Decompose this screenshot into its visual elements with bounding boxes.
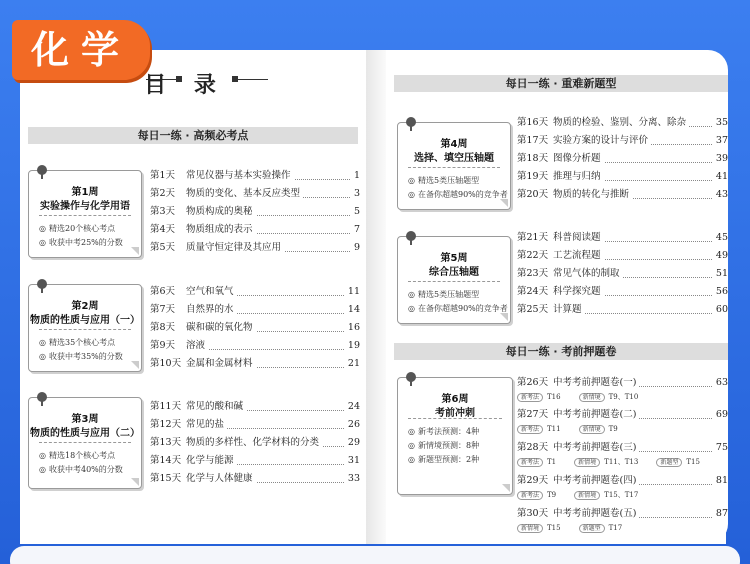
bullet-icon: ◎ bbox=[39, 238, 46, 247]
next-panel-edge bbox=[10, 546, 740, 564]
page-number: 11 bbox=[345, 285, 360, 299]
page-number: 49 bbox=[713, 249, 728, 263]
toc-entry bbox=[517, 474, 728, 488]
card-bullet bbox=[408, 426, 479, 437]
pushpin-icon bbox=[406, 372, 416, 382]
page-number: 87 bbox=[713, 507, 728, 521]
exam-subitems bbox=[517, 523, 640, 533]
day-label: 第9天 bbox=[150, 340, 176, 351]
day-label: 第30天 bbox=[517, 508, 549, 519]
pushpin-icon bbox=[37, 392, 47, 402]
page-curl-icon bbox=[502, 484, 510, 492]
page-number: 43 bbox=[713, 188, 728, 202]
sub-questions: T11 bbox=[547, 425, 561, 433]
sub-questions: T15 bbox=[686, 458, 700, 466]
page-number: 26 bbox=[345, 418, 360, 432]
toc-entry bbox=[150, 472, 360, 486]
day-label: 第12天 bbox=[150, 419, 182, 430]
exam-subitems bbox=[517, 392, 656, 402]
card-divider bbox=[39, 329, 131, 330]
toc-entry bbox=[517, 116, 728, 130]
day-label: 第1天 bbox=[150, 170, 176, 181]
topic-label: 工艺流程题 bbox=[553, 250, 604, 261]
day-label: 第15天 bbox=[150, 473, 182, 484]
sub-questions: T16 bbox=[547, 393, 561, 401]
section-band-exam-papers: 每日一练 · 考前押题卷 bbox=[394, 343, 728, 360]
toc-entry bbox=[517, 134, 728, 148]
page-number: 33 bbox=[345, 472, 360, 486]
sub-questions: T17 bbox=[608, 524, 623, 532]
topic-label: 常见气体的制取 bbox=[553, 268, 623, 279]
day-label: 第18天 bbox=[517, 153, 549, 164]
topic-label: 碳和碳的氧化物 bbox=[186, 322, 256, 333]
day-label: 第23天 bbox=[517, 268, 549, 279]
week-card bbox=[28, 284, 142, 372]
bullet-icon: ◎ bbox=[408, 176, 415, 185]
topic-label: 中考考前押题卷(四) bbox=[553, 475, 639, 486]
card-bullet-text: 新情境预测：8种 bbox=[417, 441, 480, 450]
toc-entry bbox=[150, 241, 360, 255]
toc-entry bbox=[150, 339, 360, 353]
toc-entry bbox=[517, 285, 728, 299]
sub-tag: 新题型 bbox=[656, 458, 682, 467]
title-rule-right bbox=[238, 79, 268, 80]
toc-entry bbox=[517, 188, 728, 202]
page-number: 21 bbox=[345, 357, 360, 371]
day-label: 第29天 bbox=[517, 475, 549, 486]
day-label: 第16天 bbox=[517, 117, 549, 128]
card-bullet bbox=[39, 223, 115, 234]
subject-label: 化学 bbox=[30, 28, 131, 72]
day-label: 第14天 bbox=[150, 455, 182, 466]
week-card bbox=[397, 122, 511, 210]
topic-label: 自然界的水 bbox=[186, 304, 237, 315]
topic-label: 中考考前押题卷(一) bbox=[553, 377, 639, 388]
page-number: 41 bbox=[713, 170, 728, 184]
topic-label: 物质的变化、基本反应类型 bbox=[186, 188, 303, 199]
page-number: 69 bbox=[713, 408, 728, 422]
toc-entry bbox=[517, 441, 728, 455]
bullet-icon: ◎ bbox=[408, 427, 415, 436]
card-bullet-text: 精选18个核心考点 bbox=[48, 451, 116, 460]
bullet-icon: ◎ bbox=[408, 441, 415, 450]
bullet-icon: ◎ bbox=[39, 352, 46, 361]
day-label: 第11天 bbox=[150, 401, 182, 412]
page-number: 16 bbox=[345, 321, 360, 335]
page-number: 7 bbox=[351, 223, 360, 237]
topic-label: 常见仪器与基本实验操作 bbox=[186, 170, 294, 181]
toc-entry bbox=[517, 170, 728, 184]
day-label: 第24天 bbox=[517, 286, 549, 297]
card-week: 第4周 bbox=[440, 139, 468, 150]
page-number: 37 bbox=[713, 134, 728, 148]
page-number: 24 bbox=[345, 400, 360, 414]
topic-label: 质量守恒定律及其应用 bbox=[186, 242, 284, 253]
sub-tag: 新考法 bbox=[517, 425, 543, 434]
day-label: 第6天 bbox=[150, 286, 176, 297]
card-bullet bbox=[39, 351, 123, 362]
day-label: 第21天 bbox=[517, 232, 549, 243]
sub-tag: 新情境 bbox=[517, 524, 543, 533]
bullet-icon: ◎ bbox=[39, 451, 46, 460]
bullet-icon: ◎ bbox=[39, 338, 46, 347]
card-bullet-text: 在备你超越90%的竞争者 bbox=[417, 190, 508, 199]
sub-tag: 新考法 bbox=[517, 458, 543, 467]
bullet-icon: ◎ bbox=[39, 224, 46, 233]
toc-entry bbox=[150, 418, 360, 432]
page-number: 35 bbox=[713, 116, 728, 130]
toc-entry bbox=[517, 507, 728, 521]
card-bullet-text: 精选5类压轴题型 bbox=[417, 290, 480, 299]
card-bullet bbox=[39, 464, 123, 475]
sub-tag: 新考法 bbox=[517, 491, 543, 500]
page-number: 51 bbox=[713, 267, 728, 281]
week-card bbox=[28, 170, 142, 258]
topic-label: 金属和金属材料 bbox=[186, 358, 256, 369]
sub-questions: T15 bbox=[547, 524, 561, 532]
card-bullet-text: 精选35个核心考点 bbox=[48, 338, 116, 347]
week-card bbox=[397, 377, 513, 495]
page-curl-icon bbox=[131, 478, 139, 486]
page-number: 39 bbox=[713, 152, 728, 166]
day-label: 第4天 bbox=[150, 224, 176, 235]
card-title: 物质的性质与应用（二） bbox=[30, 428, 140, 439]
toc-entry bbox=[517, 249, 728, 263]
card-bullet-text: 在备你超越90%的竞争者 bbox=[417, 304, 508, 313]
week-card bbox=[397, 236, 511, 324]
card-bullet-text: 收获中考35%的分数 bbox=[48, 352, 123, 361]
toc-entry bbox=[517, 303, 728, 317]
page-number: 29 bbox=[345, 436, 360, 450]
topic-label: 物质的多样性、化学材料的分类 bbox=[186, 437, 322, 448]
page-number: 45 bbox=[713, 231, 728, 245]
bullet-icon: ◎ bbox=[39, 465, 46, 474]
page-number: 60 bbox=[713, 303, 728, 317]
topic-label: 空气和氧气 bbox=[186, 286, 237, 297]
bullet-icon: ◎ bbox=[408, 190, 415, 199]
page-number: 5 bbox=[351, 205, 360, 219]
day-label: 第7天 bbox=[150, 304, 176, 315]
day-label: 第13天 bbox=[150, 437, 182, 448]
card-week: 第5周 bbox=[440, 253, 468, 264]
page-number: 9 bbox=[351, 241, 360, 255]
toc-entry bbox=[150, 454, 360, 468]
topic-label: 物质的转化与推断 bbox=[553, 189, 632, 200]
card-bullet bbox=[408, 175, 479, 186]
day-label: 第17天 bbox=[517, 135, 549, 146]
topic-label: 常见的酸和碱 bbox=[186, 401, 246, 412]
card-divider bbox=[39, 215, 131, 216]
card-bullet bbox=[408, 189, 508, 200]
day-label: 第2天 bbox=[150, 188, 176, 199]
toc-entry bbox=[517, 267, 728, 281]
card-bullet bbox=[39, 337, 115, 348]
pushpin-icon bbox=[406, 117, 416, 127]
section-band-high-frequency: 每日一练 · 高频必考点 bbox=[28, 127, 358, 144]
sub-questions: T11、T13 bbox=[604, 458, 639, 466]
topic-label: 常见的盐 bbox=[186, 419, 227, 430]
topic-label: 推理与归纳 bbox=[553, 171, 604, 182]
topic-label: 科学探究题 bbox=[553, 286, 604, 297]
toc-entry bbox=[150, 400, 360, 414]
toc-entry bbox=[517, 408, 728, 422]
card-title: 物质的性质与应用（一） bbox=[30, 315, 140, 326]
toc-entry bbox=[150, 436, 360, 450]
card-bullet-text: 收获中考25%的分数 bbox=[48, 238, 123, 247]
card-divider bbox=[408, 418, 502, 419]
sub-questions: T1 bbox=[547, 458, 557, 466]
card-bullet bbox=[408, 303, 508, 314]
week-card bbox=[28, 397, 142, 489]
toc-title: 目 录 bbox=[144, 73, 226, 98]
exam-subitems bbox=[517, 424, 636, 434]
card-bullet bbox=[408, 289, 479, 300]
toc-entry bbox=[517, 376, 728, 390]
page-number: 63 bbox=[713, 376, 728, 390]
day-label: 第28天 bbox=[517, 442, 549, 453]
day-label: 第3天 bbox=[150, 206, 176, 217]
card-week: 第1周 bbox=[71, 187, 99, 198]
toc-entry bbox=[150, 303, 360, 317]
day-label: 第8天 bbox=[150, 322, 176, 333]
day-label: 第27天 bbox=[517, 409, 549, 420]
toc-entry bbox=[517, 231, 728, 245]
day-label: 第25天 bbox=[517, 304, 549, 315]
card-title: 实验操作与化学用语 bbox=[40, 201, 130, 212]
toc-entry bbox=[150, 321, 360, 335]
sub-questions: T15、T17 bbox=[604, 491, 639, 499]
card-week: 第3周 bbox=[71, 414, 99, 425]
page-number: 19 bbox=[345, 339, 360, 353]
card-bullet bbox=[39, 237, 123, 248]
exam-subitems bbox=[517, 457, 718, 467]
card-bullet bbox=[39, 450, 115, 461]
page-curl-icon bbox=[500, 313, 508, 321]
sub-tag: 新情境 bbox=[579, 393, 605, 402]
day-label: 第5天 bbox=[150, 242, 176, 253]
bullet-icon: ◎ bbox=[408, 455, 415, 464]
topic-label: 中考考前押题卷(五) bbox=[553, 508, 639, 519]
topic-label: 实验方案的设计与评价 bbox=[553, 135, 651, 146]
sub-tag: 新考法 bbox=[517, 393, 543, 402]
page-number: 1 bbox=[351, 169, 360, 183]
day-label: 第22天 bbox=[517, 250, 549, 261]
page-number: 31 bbox=[345, 454, 360, 468]
bullet-icon: ◎ bbox=[408, 304, 415, 313]
sub-tag: 新题型 bbox=[579, 524, 605, 533]
page-number: 14 bbox=[345, 303, 360, 317]
day-label: 第20天 bbox=[517, 189, 549, 200]
topic-label: 化学与人体健康 bbox=[186, 473, 256, 484]
topic-label: 物质组成的表示 bbox=[186, 224, 256, 235]
topic-label: 化学与能源 bbox=[186, 455, 237, 466]
card-bullet-text: 精选5类压轴题型 bbox=[417, 176, 480, 185]
card-title: 综合压轴题 bbox=[429, 267, 479, 278]
topic-label: 中考考前押题卷(二) bbox=[553, 409, 639, 420]
page-number: 75 bbox=[713, 441, 728, 455]
topic-label: 溶液 bbox=[186, 340, 208, 351]
day-label: 第26天 bbox=[517, 377, 549, 388]
bullet-icon: ◎ bbox=[408, 290, 415, 299]
card-week: 第2周 bbox=[71, 301, 99, 312]
card-bullet-text: 收获中考40%的分数 bbox=[48, 465, 123, 474]
page-number: 81 bbox=[713, 474, 728, 488]
day-label: 第19天 bbox=[517, 171, 549, 182]
toc-entry bbox=[150, 285, 360, 299]
sub-questions: T9 bbox=[608, 425, 618, 433]
sub-questions: T9、T10 bbox=[608, 393, 639, 401]
page-curl-icon bbox=[500, 199, 508, 207]
page-number: 56 bbox=[713, 285, 728, 299]
topic-label: 物质的检验、鉴别、分离、除杂 bbox=[553, 117, 689, 128]
card-bullet-text: 新考法预测：4种 bbox=[417, 427, 480, 436]
page-number: 3 bbox=[351, 187, 360, 201]
pushpin-icon bbox=[406, 231, 416, 241]
section-band-difficult-types: 每日一练 · 重难新题型 bbox=[394, 75, 728, 92]
topic-label: 中考考前押题卷(三) bbox=[553, 442, 639, 453]
card-week: 第6周 bbox=[441, 394, 469, 405]
exam-subitems bbox=[517, 490, 656, 500]
page-curl-icon bbox=[131, 361, 139, 369]
sub-tag: 新情境 bbox=[579, 425, 605, 434]
sub-tag: 新情境 bbox=[574, 458, 600, 467]
toc-entry bbox=[150, 357, 360, 371]
toc-entry bbox=[150, 223, 360, 237]
topic-label: 计算题 bbox=[553, 304, 585, 315]
toc-entry bbox=[150, 205, 360, 219]
topic-label: 科普阅读题 bbox=[553, 232, 604, 243]
topic-label: 物质构成的奥秘 bbox=[186, 206, 256, 217]
pushpin-icon bbox=[37, 279, 47, 289]
dot-leader bbox=[186, 349, 360, 350]
toc-entry bbox=[150, 187, 360, 201]
toc-entry bbox=[150, 169, 360, 183]
card-divider bbox=[408, 167, 500, 168]
sub-tag: 新情境 bbox=[574, 491, 600, 500]
card-title: 考前冲刺 bbox=[435, 408, 475, 419]
card-divider bbox=[408, 281, 500, 282]
card-bullet bbox=[408, 440, 479, 451]
card-title: 选择、填空压轴题 bbox=[414, 153, 494, 164]
page-curl-icon bbox=[131, 247, 139, 255]
day-label: 第10天 bbox=[150, 358, 182, 369]
card-bullet-text: 新题型预测：2种 bbox=[417, 455, 480, 464]
sub-questions: T9 bbox=[547, 491, 557, 499]
card-divider bbox=[39, 442, 131, 443]
toc-entry bbox=[517, 152, 728, 166]
card-bullet-text: 精选20个核心考点 bbox=[48, 224, 116, 233]
book-spine bbox=[366, 50, 386, 544]
card-bullet bbox=[408, 454, 479, 465]
topic-label: 图像分析题 bbox=[553, 153, 604, 164]
pushpin-icon bbox=[37, 165, 47, 175]
